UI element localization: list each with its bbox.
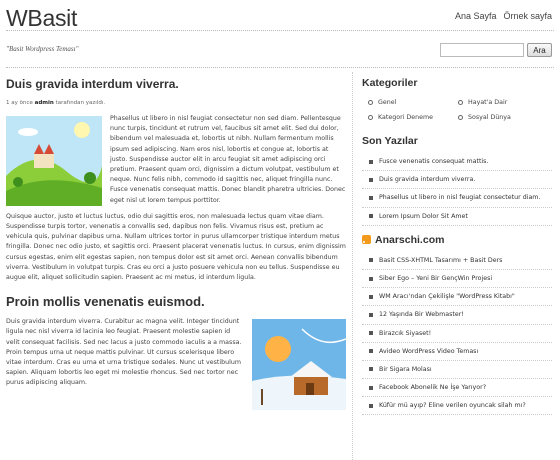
list-item[interactable]: Avideo WordPress Video Teması [362, 343, 552, 361]
list-item[interactable]: Duis gravida interdum viverra. [362, 171, 552, 189]
site-tagline: "Basit Wordpress Teması" [6, 45, 79, 53]
winter-house-image [252, 319, 346, 410]
nav-sample-page-link[interactable]: Örnek sayfa [503, 11, 552, 21]
bullet-square-icon [369, 313, 373, 317]
categories-heading: Kategoriler [362, 77, 418, 89]
post-author-link[interactable]: admin [34, 100, 54, 106]
list-item[interactable]: Küfür mü ayıp? Eline verilen oyuncak silah mı? [362, 397, 552, 415]
top-nav [455, 11, 552, 21]
list-item[interactable]: Basit CSS-XHTML Tasarımı + Basit Ders [362, 252, 552, 270]
landscape-castle-image [6, 116, 102, 206]
feed-heading: Anarschi.com [362, 234, 552, 246]
bullet-square-icon [369, 258, 373, 262]
post [6, 294, 346, 388]
bullet-square-icon [369, 404, 373, 408]
post-body [6, 317, 346, 388]
sidebar [362, 77, 552, 415]
list-item[interactable]: WM Aracı'ndan Çekilişle "WordPress Kitabı" [362, 288, 552, 306]
post-title[interactable]: Duis gravida interdum viverra. [6, 77, 179, 91]
post-body [6, 114, 346, 283]
rss-icon[interactable] [362, 235, 371, 244]
category-item[interactable]: Kategori Deneme [368, 114, 458, 121]
bullet-square-icon [369, 277, 373, 281]
category-item[interactable]: Genel [368, 99, 458, 106]
post-paragraph: Quisque auctor, justo et luctus luctus, odio dui sagittis eros, non malesuada lectus quam vitae diam. Suspendisse turpis tortor, venenatis a convallis sed, dapibus non felis. Vivamus risus est, pretium ac vehicula quis, pulvinar dapibus urna. Nullam ultrices tortor in purus ullamcorper tristique interdum metus fringilla. Donec nec odio justo, et sagittis orci. Praesent placerat venenatis luctus. In cursus, enim dignissim cursus egestas, enim elit egestas sapien, non tempus dolor est sit amet orci. Aenean convallis bibendum viverra. Vestibulum in volutpat turpis. Cras eu orci a justo posuere vehicula non eu tellus. Suspendisse eu augue elit, aliquet sollicitudin sapien. Praesent ac mi metus, id interdum ligula. [6, 212, 346, 282]
bullet-square-icon [369, 178, 373, 182]
post-title[interactable]: Proin mollis venenatis euismod. [6, 294, 205, 310]
bullet-square-icon [369, 386, 373, 390]
list-item[interactable]: 12 Yaşında Bir Webmaster! [362, 306, 552, 324]
bullet-circle-icon [368, 115, 373, 120]
post-paragraph: Phasellus ut libero in nisl feugiat consectetur non sed diam. Pellentesque nunc turpis, tincidunt et rutrum vel, faucibus sit amet elit. Sed dui dolor, bibendum vel malesuada et, lobortis ut nibh. Nullam fermentum mollis ipsum sed adipiscing. Nam eros nisl, lobortis et congue at, lobortis at justo. Suspendisse auctor elit in arcu feugiat sit amet adipiscing orci pretium. Praesent quam orci, dignissim a dictum volutpat, vestibulum et neque. Nunc felis nibh, commodo id sagittis nec, aliquet fringilla nunc. Fusce venenatis consequat mattis. Donec blandit pharetra ultricies. Donec eget nisl ut lorem tempus porttitor. [110, 115, 346, 204]
bullet-square-icon [369, 160, 373, 164]
bullet-circle-icon [458, 100, 463, 105]
feed-list [362, 252, 552, 416]
search-input[interactable] [440, 43, 524, 57]
bullet-square-icon [369, 295, 373, 299]
bullet-circle-icon [458, 115, 463, 120]
header-divider [6, 30, 554, 31]
post-meta: 1 ay önce admin tarafından yazıldı. [6, 100, 106, 106]
categories-list [362, 99, 552, 121]
bullet-square-icon [369, 331, 373, 335]
category-item[interactable]: Hayat'a Dair [458, 99, 548, 106]
post [6, 77, 346, 283]
tagline-divider [6, 67, 554, 68]
list-item[interactable]: Siber Ego – Yeni Bir GençWin Projesi [362, 270, 552, 288]
bullet-square-icon [369, 367, 373, 371]
list-item[interactable]: Phasellus ut libero in nisl feugiat consectetur diam. [362, 189, 552, 207]
list-item[interactable]: Birazcık Siyaset! [362, 325, 552, 343]
post-paragraph: Duis gravida interdum viverra. Curabitur ac magna velit. Integer tincidunt ligula nec nisl viverra id lacinia leo feugiat. Praesent molestie sapien id velit consequat facilisis. Sed nec lacus a justo commodo iaculis a a massa. Proin tempus urna ut neque mattis pulvinar. Ut cursus scelerisque libero vitae interdum. Cras eu urna et urna tristique sodales. Nunc ut vestibulum sapien. Aliquam lobortis leo eget mi molestie rhoncus. Sed nec tortor nec purus adipiscing aliquam. [6, 318, 242, 387]
bullet-square-icon [369, 349, 373, 353]
list-item[interactable]: Lorem Ipsum Dolor Sit Amet [362, 208, 552, 226]
bullet-circle-icon [368, 100, 373, 105]
main-content [6, 77, 346, 412]
category-item[interactable]: Sosyal Dünya [458, 114, 548, 121]
recent-posts-heading: Son Yazılar [362, 135, 418, 147]
nav-home-link[interactable]: Ana Sayfa [454, 11, 497, 21]
column-divider [352, 72, 353, 460]
list-item[interactable]: Bir Sigara Molası [362, 361, 552, 379]
site-title[interactable]: WBasit [6, 5, 78, 31]
search-form [440, 43, 552, 57]
bullet-square-icon [369, 196, 373, 200]
recent-posts-list [362, 153, 552, 226]
bullet-square-icon [369, 214, 373, 218]
list-item[interactable]: Facebook Abonelik Ne İşe Yarıyor? [362, 379, 552, 397]
list-item[interactable]: Fusce venenatis consequat mattis. [362, 153, 552, 171]
search-button[interactable]: Ara [527, 43, 552, 57]
